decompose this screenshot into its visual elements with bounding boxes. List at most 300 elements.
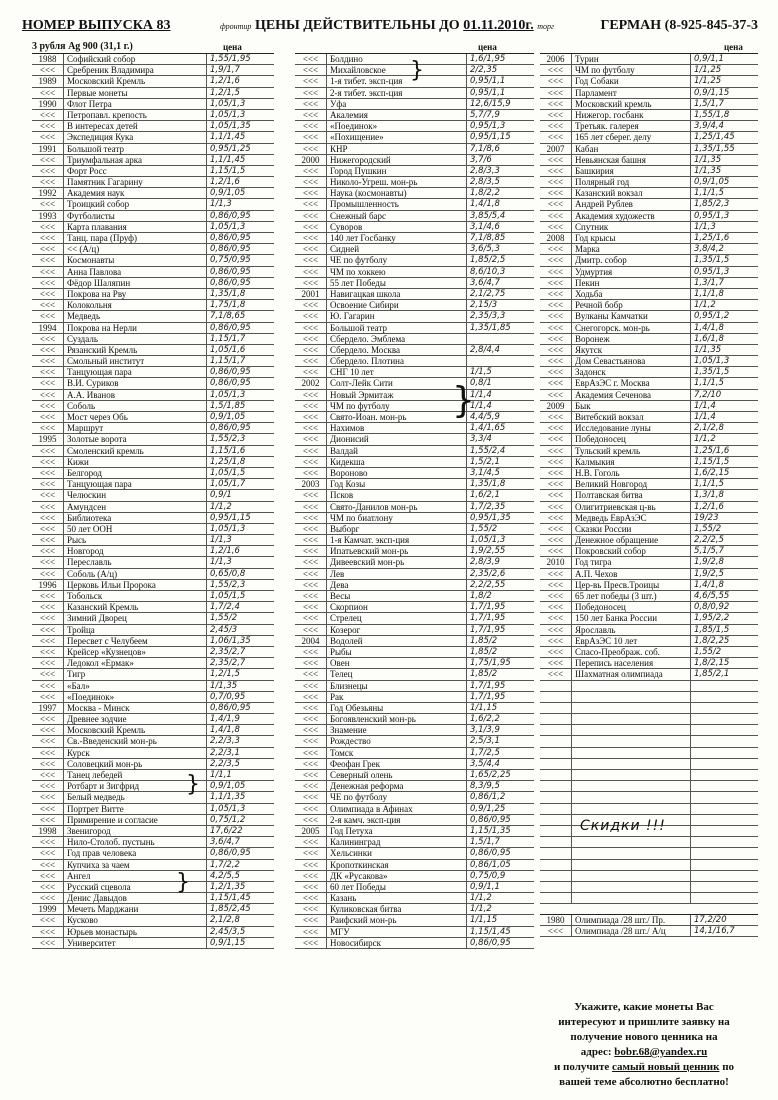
coin-name-cell: Спутник	[572, 222, 691, 232]
table-row	[540, 423, 758, 434]
coin-name-cell: Нижегор. госбанк	[572, 110, 691, 120]
table-row	[32, 714, 274, 725]
price-cell: 1/1,4	[470, 400, 492, 411]
price-cell: 0,86/0,95	[210, 266, 251, 277]
coin-name-cell: Золотые ворота	[64, 434, 207, 444]
year-cell: <<<	[32, 915, 64, 925]
table-row	[540, 412, 758, 423]
table-row	[295, 591, 534, 602]
handwritten-brace: }	[452, 380, 475, 421]
table-row	[32, 636, 274, 647]
coin-name-cell: Феофан Грек	[327, 759, 467, 769]
coin-name-cell	[572, 860, 691, 870]
table-row	[32, 915, 274, 926]
coin-name-cell: Третьяк. галерея	[572, 121, 691, 131]
year-cell: <<<	[32, 412, 64, 422]
table-row	[32, 490, 274, 501]
price-cell: 1,05/1,3	[694, 356, 730, 367]
price-cell: 1,15/1,35	[470, 825, 511, 836]
coin-name-cell: Промышленность	[327, 199, 467, 209]
price-cell: 1,35/1,5	[694, 367, 730, 378]
price-cell: 1,8/2,15	[694, 658, 730, 669]
discount-note: Скидки !!!	[580, 818, 666, 834]
year-cell: <<<	[540, 546, 572, 556]
coin-name-cell: 65 лет победы (3 шт.)	[572, 591, 691, 601]
table-row	[32, 725, 274, 736]
price-cell: 1,55/2,3	[210, 434, 246, 445]
price-cell: 1,2/1,6	[210, 76, 240, 87]
price-cell: 8,3/9,5	[470, 781, 500, 792]
table-row	[32, 792, 274, 803]
table-row	[540, 524, 758, 535]
year-cell: <<<	[295, 177, 327, 187]
table-row	[295, 893, 534, 904]
price-cell: 1,15/1,7	[210, 333, 246, 344]
coin-name-cell: Академия художеств	[572, 211, 691, 221]
year-cell: <<<	[540, 345, 572, 355]
year-cell: <<<	[540, 524, 572, 534]
footer-line-4: адрес:	[580, 1046, 612, 1058]
price-cell: 3,7/6	[470, 154, 492, 165]
year-cell	[540, 681, 572, 691]
price-cell: 1/1,2	[210, 501, 232, 512]
price-cell: 0,86/0,95	[210, 233, 251, 243]
price-cell: 1,55/2,3	[210, 579, 246, 590]
year-cell: <<<	[540, 457, 572, 467]
table-row	[32, 222, 274, 233]
year-cell: <<<	[295, 323, 327, 333]
year-cell: <<<	[32, 490, 64, 500]
table-row	[295, 132, 534, 143]
price-cell: 0,86/0,95	[210, 244, 251, 255]
year-cell: <<<	[295, 367, 327, 377]
coin-name-cell: Витебский вокзал	[572, 412, 691, 422]
table-row	[32, 267, 274, 278]
year-cell: <<<	[295, 792, 327, 802]
price-cell: 2,2/2,5	[694, 535, 724, 546]
table-row	[295, 703, 534, 714]
coin-name-cell	[572, 848, 691, 858]
price-cell: 1/1,3	[210, 535, 232, 546]
coin-name-cell: Шахматная олимпиада	[572, 669, 691, 679]
table-row	[32, 927, 274, 938]
table-row	[295, 927, 534, 938]
table-row	[32, 211, 274, 222]
coin-name-cell	[572, 714, 691, 724]
coin-name-cell: Овен	[327, 658, 467, 668]
year-cell: <<<	[32, 770, 64, 780]
year-cell: <<<	[295, 714, 327, 724]
coin-name-cell: Якутск	[572, 345, 691, 355]
year-cell: <<<	[32, 267, 64, 277]
price-cell: 0,95/1,1	[470, 87, 506, 98]
price-cell: 1,6/2,2	[470, 714, 500, 725]
price-cell: 1,7/2,5	[470, 747, 500, 758]
coin-name-cell: Бык	[572, 401, 691, 411]
price-cell: 1,7/1,95	[470, 613, 506, 624]
price-column-3	[540, 53, 758, 904]
year-cell: <<<	[32, 692, 64, 702]
price-cell: 0,9/1	[210, 490, 232, 501]
price-cell: 1/1,25	[694, 76, 722, 87]
year-cell	[540, 714, 572, 724]
coin-name-cell: Спасо-Преображ. соб.	[572, 647, 691, 657]
price-cell: 0,75/0,95	[210, 255, 251, 266]
price-cell: 0,86/0,95	[470, 937, 511, 948]
coin-name-cell: Сбердело. Москва	[327, 345, 467, 355]
table-row	[32, 88, 274, 99]
table-row	[32, 557, 274, 568]
table-row	[295, 837, 534, 848]
coin-name-cell	[572, 736, 691, 746]
year-cell: <<<	[295, 938, 327, 948]
coin-name-cell: 165 лет сберег. делу	[572, 132, 691, 142]
table-row	[295, 546, 534, 557]
table-row	[540, 99, 758, 110]
table-row	[540, 792, 758, 803]
table-row	[540, 345, 758, 356]
table-row	[32, 244, 274, 255]
coin-name-cell: Перепись населения	[572, 658, 691, 668]
coin-name-cell: Знамение	[327, 725, 467, 735]
price-cell	[691, 759, 758, 769]
year-cell: <<<	[32, 457, 64, 467]
coin-name-cell: Большой театр	[327, 323, 467, 333]
coin-name-cell: 2-я камч. эксп-ция	[327, 815, 467, 825]
table-row	[295, 770, 534, 781]
coin-name-cell: Дивеевский мон-рь	[327, 557, 467, 567]
coin-name-cell: Олимпиада /28 шт./ Пр.	[572, 915, 691, 925]
table-row	[540, 546, 758, 557]
table-row	[295, 636, 534, 647]
year-cell: <<<	[295, 110, 327, 120]
year-cell: <<<	[540, 390, 572, 400]
table-row	[295, 692, 534, 703]
table-row	[295, 736, 534, 747]
year-cell	[540, 848, 572, 858]
year-cell: 2002	[295, 378, 327, 388]
year-cell: <<<	[295, 88, 327, 98]
coin-name-cell: Рысь	[64, 535, 207, 545]
year-cell: <<<	[540, 591, 572, 601]
year-cell: <<<	[540, 468, 572, 478]
coin-name-cell: Год Обезьяны	[327, 703, 467, 713]
price-cell: 0,95/1,2	[694, 311, 730, 322]
coin-name-cell: Танц. пара (Пруф)	[64, 233, 207, 243]
price-cell: 0,95/1,35	[470, 512, 511, 523]
year-cell: <<<	[32, 681, 64, 691]
coin-name-cell: Солт-Лейк Сити	[327, 378, 467, 388]
price-cell: 0,95/1,15	[210, 512, 251, 523]
table-row	[32, 513, 274, 524]
table-row	[295, 904, 534, 915]
coin-name-cell: Хельсинки	[327, 848, 467, 858]
year-cell: <<<	[32, 502, 64, 512]
year-cell: <<<	[540, 412, 572, 422]
price-column-1	[32, 53, 274, 949]
year-cell: <<<	[32, 613, 64, 623]
coin-name-cell: Сбердело. Эмблема	[327, 334, 467, 344]
table-row	[295, 423, 534, 434]
year-cell: <<<	[295, 390, 327, 400]
table-row	[540, 54, 758, 65]
coin-name-cell: Близнецы	[327, 681, 467, 691]
year-cell: <<<	[32, 792, 64, 802]
footer-line-5: и получите	[553, 1061, 610, 1073]
price-cell	[691, 848, 758, 858]
contact-email[interactable]: bobr.68@yandex.ru	[614, 1046, 708, 1058]
price-cell: 5,7/7,9	[470, 109, 500, 120]
year-cell: <<<	[540, 155, 572, 165]
table-row	[295, 479, 534, 490]
table-row	[540, 244, 758, 255]
coin-name-cell: Танцующая пара	[64, 367, 207, 377]
year-cell: 1992	[32, 188, 64, 198]
price-cell	[691, 871, 758, 881]
table-row	[32, 837, 274, 848]
coin-name-cell: Соболь (А/ц)	[64, 569, 207, 579]
price-cell: 1/1,1	[210, 770, 232, 780]
year-cell: 1994	[32, 323, 64, 333]
price-cell: 3,3/4	[470, 434, 492, 445]
coin-name-cell: Олимпиада /28 шт./ А/ц	[572, 926, 691, 936]
coin-name-cell: Крейсер «Кузнецов»	[64, 647, 207, 657]
price-cell: 1,05/1,3	[210, 109, 246, 120]
page-header	[22, 18, 758, 36]
year-cell: 2010	[540, 557, 572, 567]
year-cell: <<<	[295, 569, 327, 579]
table-row	[540, 468, 758, 479]
year-cell: <<<	[540, 926, 572, 936]
year-cell: <<<	[295, 759, 327, 769]
table-row	[295, 647, 534, 658]
table-row	[32, 323, 274, 334]
coin-name-cell: Победоносец	[572, 602, 691, 612]
year-cell: <<<	[32, 882, 64, 892]
price-cell: 0,9/1,1	[470, 881, 500, 892]
table-row	[295, 401, 534, 412]
price-cell: 0,9/1,05	[210, 412, 246, 422]
year-cell: <<<	[540, 658, 572, 668]
table-row	[540, 915, 758, 926]
price-cell: 2,1/2,8	[210, 915, 240, 926]
table-row	[32, 848, 274, 859]
price-cell: 1,6/2,1	[470, 490, 500, 501]
coin-name-cell: СНГ 10 лет	[327, 367, 467, 377]
coin-name-cell: << (А/ц)	[64, 244, 207, 254]
price-cell: 0,86/1,05	[470, 859, 511, 870]
year-cell: <<<	[295, 233, 327, 243]
coin-name-cell: Ангел	[64, 871, 207, 881]
price-cell: 1/1,3	[210, 199, 232, 210]
price-cell	[691, 826, 758, 836]
year-cell: 2005	[295, 826, 327, 836]
year-cell: <<<	[32, 166, 64, 176]
price-cell: 1,95/2,2	[694, 613, 730, 624]
coin-name-cell: Тройца	[64, 625, 207, 635]
price-cell: 4,4/5,9	[470, 412, 500, 422]
price-cell: 2,45/3	[210, 624, 238, 635]
coin-name-cell: Вулканы Камчатки	[572, 311, 691, 321]
coin-name-cell: Пекин	[572, 278, 691, 288]
year-cell: 1988	[32, 54, 64, 64]
year-cell: 1993	[32, 211, 64, 221]
price-cell: 1,1/1,45	[210, 132, 246, 143]
coin-name-cell: Год тигра	[572, 557, 691, 567]
year-cell: <<<	[32, 837, 64, 847]
year-cell: <<<	[32, 848, 64, 858]
price-cell: 0,95/1,3	[694, 210, 730, 221]
coin-name-cell: Белгород	[64, 468, 207, 478]
price-cell: 0,9/1,05	[694, 177, 730, 188]
year-cell: <<<	[295, 457, 327, 467]
coin-name-cell: Денис Давыдов	[64, 893, 207, 903]
price-cell: 1,15/1,5	[210, 165, 246, 176]
price-cell: 0,7/0,95	[210, 691, 246, 702]
price-cell: 1,55/2	[470, 523, 498, 534]
price-cell: 0,9/1,05	[210, 781, 246, 792]
coin-name-cell: Олигитриевская ц-вь	[572, 502, 691, 512]
table-row	[540, 300, 758, 311]
coin-name-cell: Московский Кремль	[64, 725, 207, 735]
price-cell: 1,1/1,5	[694, 378, 724, 389]
price-cell: 7,1/8,65	[210, 311, 246, 322]
price-cell: 1,8/2	[470, 591, 492, 601]
table-row	[32, 804, 274, 815]
price-cell: 3,8/4,2	[694, 244, 724, 255]
price-cell: 0,95/1,3	[694, 266, 730, 277]
coin-name-cell: Валдай	[327, 446, 467, 456]
table-row	[540, 177, 758, 188]
table-row	[295, 390, 534, 401]
price-cell: 2,2/3,5	[210, 758, 240, 769]
table-row	[32, 938, 274, 949]
year-cell: 2009	[540, 401, 572, 411]
coin-name-cell: Танцующая пара	[64, 479, 207, 489]
coin-name-cell: ЧМ по биатлону	[327, 513, 467, 523]
year-cell	[540, 725, 572, 735]
year-cell: <<<	[32, 446, 64, 456]
price-cell	[467, 356, 534, 366]
year-cell: <<<	[32, 647, 64, 657]
year-cell: <<<	[295, 132, 327, 142]
price-cell: 1,35/1,8	[470, 479, 506, 490]
coin-name-cell: В.И. Суриков	[64, 378, 207, 388]
year-cell: <<<	[32, 513, 64, 523]
price-cell	[691, 804, 758, 814]
coin-name-cell: 1-я тибет. эксп-ция	[327, 76, 467, 86]
table-row	[295, 121, 534, 132]
year-cell: <<<	[295, 893, 327, 903]
table-row	[32, 99, 274, 110]
year-cell: <<<	[540, 602, 572, 612]
year-cell: <<<	[32, 289, 64, 299]
price-cell: 1,1/1,35	[210, 792, 246, 803]
table-row	[540, 893, 758, 904]
price-cell: 1,55/1,8	[694, 109, 730, 120]
year-cell: <<<	[32, 121, 64, 131]
year-cell: 1998	[32, 826, 64, 836]
price-cell: 2,1/2,8	[694, 423, 724, 434]
coin-name-cell: Николо-Угреш. мон-рь	[327, 177, 467, 187]
price-cell: 1/1,2	[470, 904, 492, 915]
table-row	[540, 703, 758, 714]
coin-name-cell: Богоявленский мон-рь	[327, 714, 467, 724]
coin-name-cell: Рыбы	[327, 647, 467, 657]
table-row	[32, 882, 274, 893]
price-cell: 0,95/1,1	[470, 76, 506, 87]
table-row	[540, 490, 758, 501]
year-cell: <<<	[295, 915, 327, 925]
coin-name-cell: Ю. Гагарин	[327, 311, 467, 321]
price-cell: 1,2/1,35	[210, 881, 246, 892]
year-cell: <<<	[540, 289, 572, 299]
table-row	[540, 311, 758, 322]
table-row	[32, 121, 274, 132]
coin-name-cell: ДК «Русакова»	[327, 871, 467, 881]
price-cell: 1,05/1,35	[210, 121, 251, 132]
year-cell: <<<	[32, 233, 64, 243]
coin-name-cell: Ярославль	[572, 625, 691, 635]
table-row	[295, 468, 534, 479]
coin-name-cell: 60 лет Победы	[327, 882, 467, 892]
table-row	[295, 110, 534, 121]
table-row	[295, 535, 534, 546]
year-cell: <<<	[295, 815, 327, 825]
price-cell: 3,6/5,3	[470, 244, 500, 255]
price-cell: 7,2/10	[694, 389, 722, 400]
coin-name-cell: 140 лет Госбанку	[327, 233, 467, 243]
price-cell: 1/1,3	[210, 557, 232, 568]
table-row	[32, 412, 274, 423]
coin-name-cell: Экспедиция Кука	[64, 132, 207, 142]
price-cell: 0,8/0,92	[694, 602, 730, 613]
year-cell: <<<	[32, 569, 64, 579]
price-cell: 1,7/1,95	[470, 680, 506, 691]
coin-name-cell: Форт Росс	[64, 166, 207, 176]
price-cell: 1,4/1,8	[470, 199, 500, 210]
coin-name-cell: Северный олень	[327, 770, 467, 780]
price-cell: 3,1/3,9	[470, 725, 500, 736]
price-cell: 1,9/2,5	[694, 568, 724, 579]
year-cell: <<<	[32, 300, 64, 310]
coin-name-cell: Телец	[327, 669, 467, 679]
table-row	[295, 815, 534, 826]
year-cell: 1999	[32, 904, 64, 914]
year-cell: <<<	[295, 356, 327, 366]
price-cell: 1,05/1,3	[210, 389, 246, 400]
coin-name-cell: Софийский собор	[64, 54, 207, 64]
price-cell: 1/1,5	[470, 367, 492, 378]
coin-name-cell: Футболисты	[64, 211, 207, 221]
price-cell: 2,8/3,3	[470, 165, 500, 176]
year-cell: <<<	[32, 927, 64, 937]
coin-name-cell: Башкирия	[572, 166, 691, 176]
price-cell: 0,9/1,05	[210, 188, 246, 199]
price-cell: 0,86/0,95	[210, 322, 251, 333]
table-row	[295, 826, 534, 837]
coin-name-cell: Псков	[327, 490, 467, 500]
year-cell: <<<	[295, 837, 327, 847]
table-row	[540, 781, 758, 792]
table-row	[295, 345, 534, 356]
table-row	[32, 759, 274, 770]
table-row	[32, 748, 274, 759]
coin-name-cell: ЧЕ по футболу	[327, 792, 467, 802]
year-cell: <<<	[295, 591, 327, 601]
price-cell	[691, 714, 758, 724]
coin-name-cell: Свято-Иоан. мон-рь	[327, 412, 467, 422]
